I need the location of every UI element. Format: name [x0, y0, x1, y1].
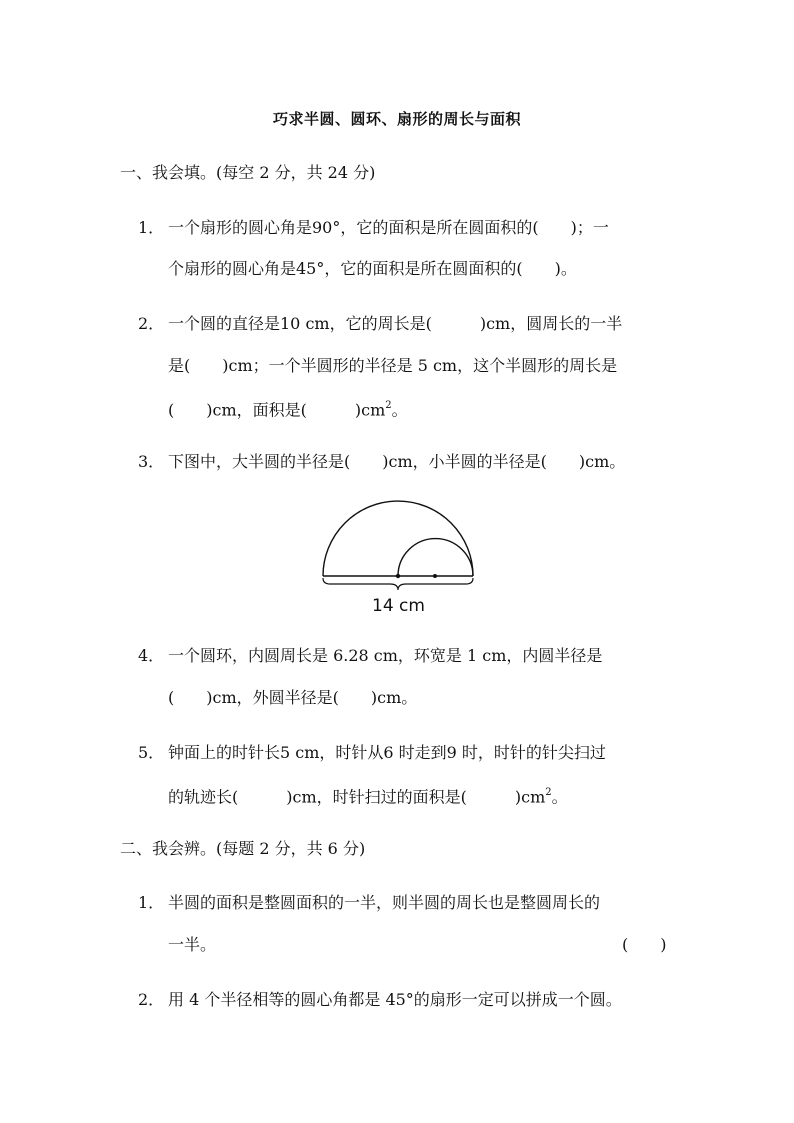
q1-number: 1． — [138, 218, 165, 237]
q2-line-2: 是( )cm；一个半圆形的半径是 5 cm，这个半圆形的周长是 — [168, 356, 618, 375]
j1-number: 1． — [138, 893, 165, 912]
figure-label: 14 cm — [372, 596, 425, 616]
q5-superscript: 2 — [545, 787, 552, 798]
j2-line-1: 用 4 个半径相等的圆心角都是 45°的扇形一定可以拼成一个圆。 — [168, 990, 622, 1009]
q4-line-2: ( )cm，外圆半径是( )cm。 — [168, 688, 418, 707]
q2-line-1: 一个圆的直径是10 cm，它的周长是( )cm，圆周长的一半 — [168, 314, 623, 333]
q2-line-3-text: ( )cm，面积是( )cm — [168, 400, 386, 420]
q4-number: 4． — [138, 646, 165, 665]
center-point-small — [433, 574, 437, 578]
q5-number: 5． — [138, 743, 165, 762]
q5-line-2 — [168, 784, 568, 807]
q1-line-2: 个扇形的圆心角是45°，它的面积是所在圆面积的( )。 — [168, 259, 577, 278]
large-semicircle — [323, 501, 473, 576]
section-1-heading: 一、我会填。(每空 2 分，共 24 分) — [120, 163, 376, 182]
small-semicircle — [398, 539, 473, 576]
j1-line-1: 半圆的面积是整圆面积的一半，则半圆的周长也是整圆周长的 — [168, 893, 601, 912]
page-title: 巧求半圆、圆环、扇形的周长与面积 — [272, 110, 521, 128]
j1-line-2: 一半。 — [168, 935, 217, 954]
brace — [323, 578, 473, 590]
q4-line-1: 一个圆环，内圆周长是 6.28 cm，环宽是 1 cm，内圆半径是 — [168, 646, 603, 665]
section-2-heading: 二、我会辨。(每题 2 分，共 6 分) — [120, 839, 366, 858]
q5-line-2-end: 。 — [551, 787, 568, 807]
j2-number: 2． — [138, 990, 165, 1009]
q2-superscript: 2 — [385, 400, 392, 411]
j1-answer-bracket: ( ) — [622, 935, 667, 954]
q5-line-1: 钟面上的时针长5 cm，时针从6 时走到9 时，时针的针尖扫过 — [168, 743, 606, 762]
q3-number: 3． — [138, 452, 165, 471]
q1-line-1: 一个扇形的圆心角是90°，它的面积是所在圆面积的( )；一 — [168, 218, 609, 237]
q2-number: 2． — [138, 314, 165, 333]
q2-line-3 — [168, 397, 408, 420]
q2-line-3-end: 。 — [391, 400, 408, 420]
semicircle-figure — [318, 494, 478, 594]
center-point-large — [396, 574, 400, 578]
q3-line-1: 下图中，大半圆的半径是( )cm，小半圆的半径是( )cm。 — [168, 452, 626, 471]
q5-line-2-text: 的轨迹长( )cm，时针扫过的面积是( )cm — [168, 787, 546, 807]
